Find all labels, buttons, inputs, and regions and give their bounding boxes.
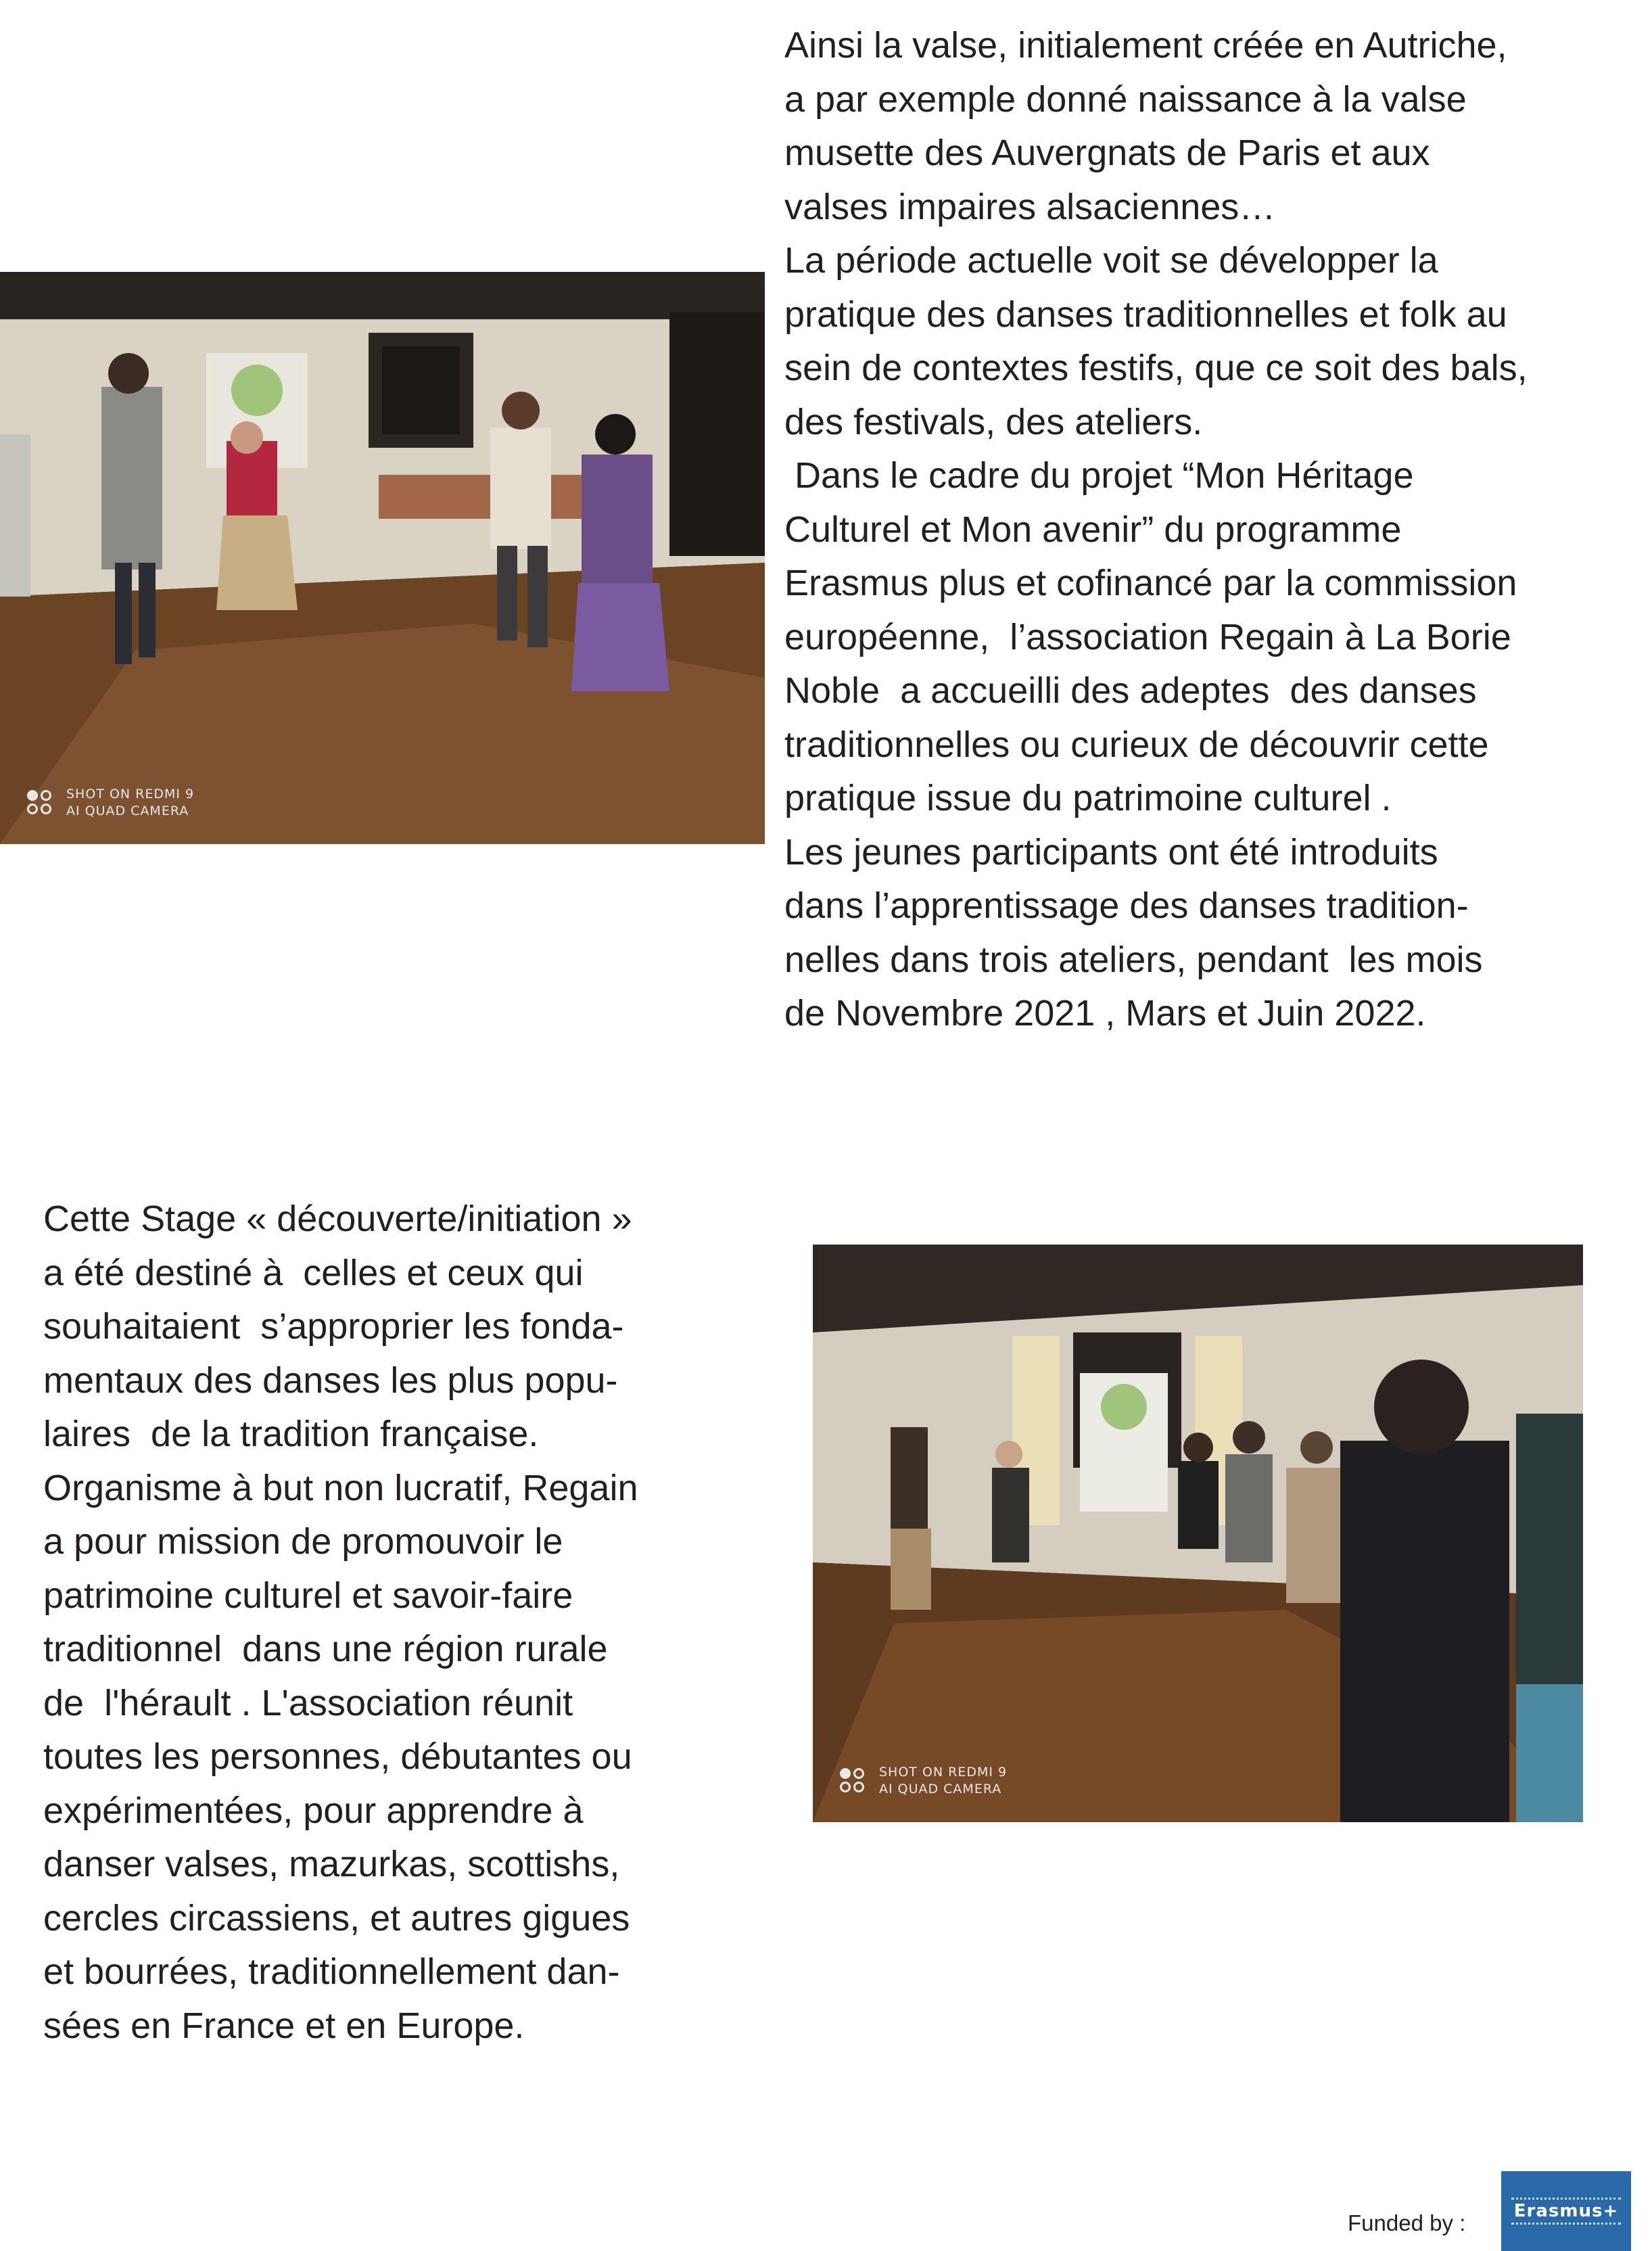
text-line: et bourrées, traditionnellement dan- xyxy=(43,1951,620,1992)
text-line: sées en France et en Europe. xyxy=(43,2005,525,2046)
text-line: Ainsi la valse, initialement créée en Autriche, xyxy=(784,25,1507,66)
watermark-line: AI QUAD CAMERA xyxy=(879,1782,1002,1796)
text-line: a été destiné à celles et ceux qui xyxy=(43,1252,584,1293)
text-line: souhaitaient s’approprier les fonda- xyxy=(43,1306,624,1347)
camera-logo-icon xyxy=(26,788,55,818)
text-line: Cette Stage « découverte/initiation » xyxy=(43,1199,632,1239)
text-line: sein de contextes festifs, que ce soit des bals, xyxy=(784,348,1528,388)
watermark-line: AI QUAD CAMERA xyxy=(66,804,189,818)
camera-watermark xyxy=(26,786,194,820)
text-line: de l'hérault . L'association réunit xyxy=(43,1682,573,1723)
dance-workshop-photo-2 xyxy=(813,1245,1583,1822)
text-line: Dans le cadre du projet “Mon Héritage xyxy=(784,455,1414,496)
text-line: toutes les personnes, débutantes ou xyxy=(43,1736,632,1777)
text-line: traditionnelles ou curieux de découvrir cette xyxy=(784,724,1489,765)
text-line: Organisme à but non lucratif, Regain xyxy=(43,1467,638,1508)
text-line: valses impaires alsaciennes… xyxy=(784,186,1276,227)
text-line: La période actuelle voit se développer la xyxy=(784,240,1438,281)
text-line: nelles dans trois ateliers, pendant les mois xyxy=(784,939,1483,980)
watermark-line: SHOT ON REDMI 9 xyxy=(879,1765,1008,1780)
dance-workshop-photo-1 xyxy=(0,272,765,844)
text-line: pratique des danses traditionnelles et folk au xyxy=(784,294,1507,335)
text-line: danser valses, mazurkas, scottishs, xyxy=(43,1844,620,1884)
text-line: Noble a accueilli des adeptes des danses xyxy=(784,670,1477,711)
camera-watermark xyxy=(839,1764,1007,1798)
text-line: cercles circassiens, et autres gigues xyxy=(43,1897,630,1939)
photo-1-illustration xyxy=(0,272,765,844)
text-line: de Novembre 2021 , Mars et Juin 2022. xyxy=(784,993,1426,1034)
text-line: des festivals, des ateliers. xyxy=(784,401,1203,442)
erasmus-plus-logo xyxy=(1501,2171,1631,2251)
text-line: traditionnel dans une région rurale xyxy=(43,1629,608,1669)
text-line: pratique issue du patrimoine culturel . xyxy=(784,778,1392,818)
text-line: Culturel et Mon avenir” du programme xyxy=(784,509,1402,550)
text-line: patrimoine culturel et savoir-faire xyxy=(43,1575,573,1616)
paragraph-bottom xyxy=(43,1192,638,2053)
funded-by-label: Funded by : xyxy=(1348,2210,1466,2235)
paragraph-top xyxy=(784,19,1528,1041)
text-line: a par exemple donné naissance à la valse xyxy=(784,78,1467,120)
text-line: Erasmus plus et cofinancé par la commission xyxy=(784,563,1517,603)
camera-logo-icon xyxy=(839,1766,868,1796)
text-line: Les jeunes participants ont été introduits xyxy=(784,831,1438,873)
erasmus-logo-text: Erasmus+ xyxy=(1511,2198,1621,2225)
text-line: laires de la tradition française. xyxy=(43,1414,539,1454)
text-line: européenne, l’association Regain à La Borie xyxy=(784,616,1511,657)
text-line: expérimentées, pour apprendre à xyxy=(43,1790,584,1831)
photo-2-illustration xyxy=(813,1245,1583,1822)
text-line: dans l’apprentissage des danses tradition- xyxy=(784,885,1469,926)
watermark-line: SHOT ON REDMI 9 xyxy=(66,787,195,802)
text-line: a pour mission de promouvoir le xyxy=(43,1521,563,1562)
text-line: musette des Auvergnats de Paris et aux xyxy=(784,133,1430,173)
text-line: mentaux des danses les plus popu- xyxy=(43,1360,618,1401)
